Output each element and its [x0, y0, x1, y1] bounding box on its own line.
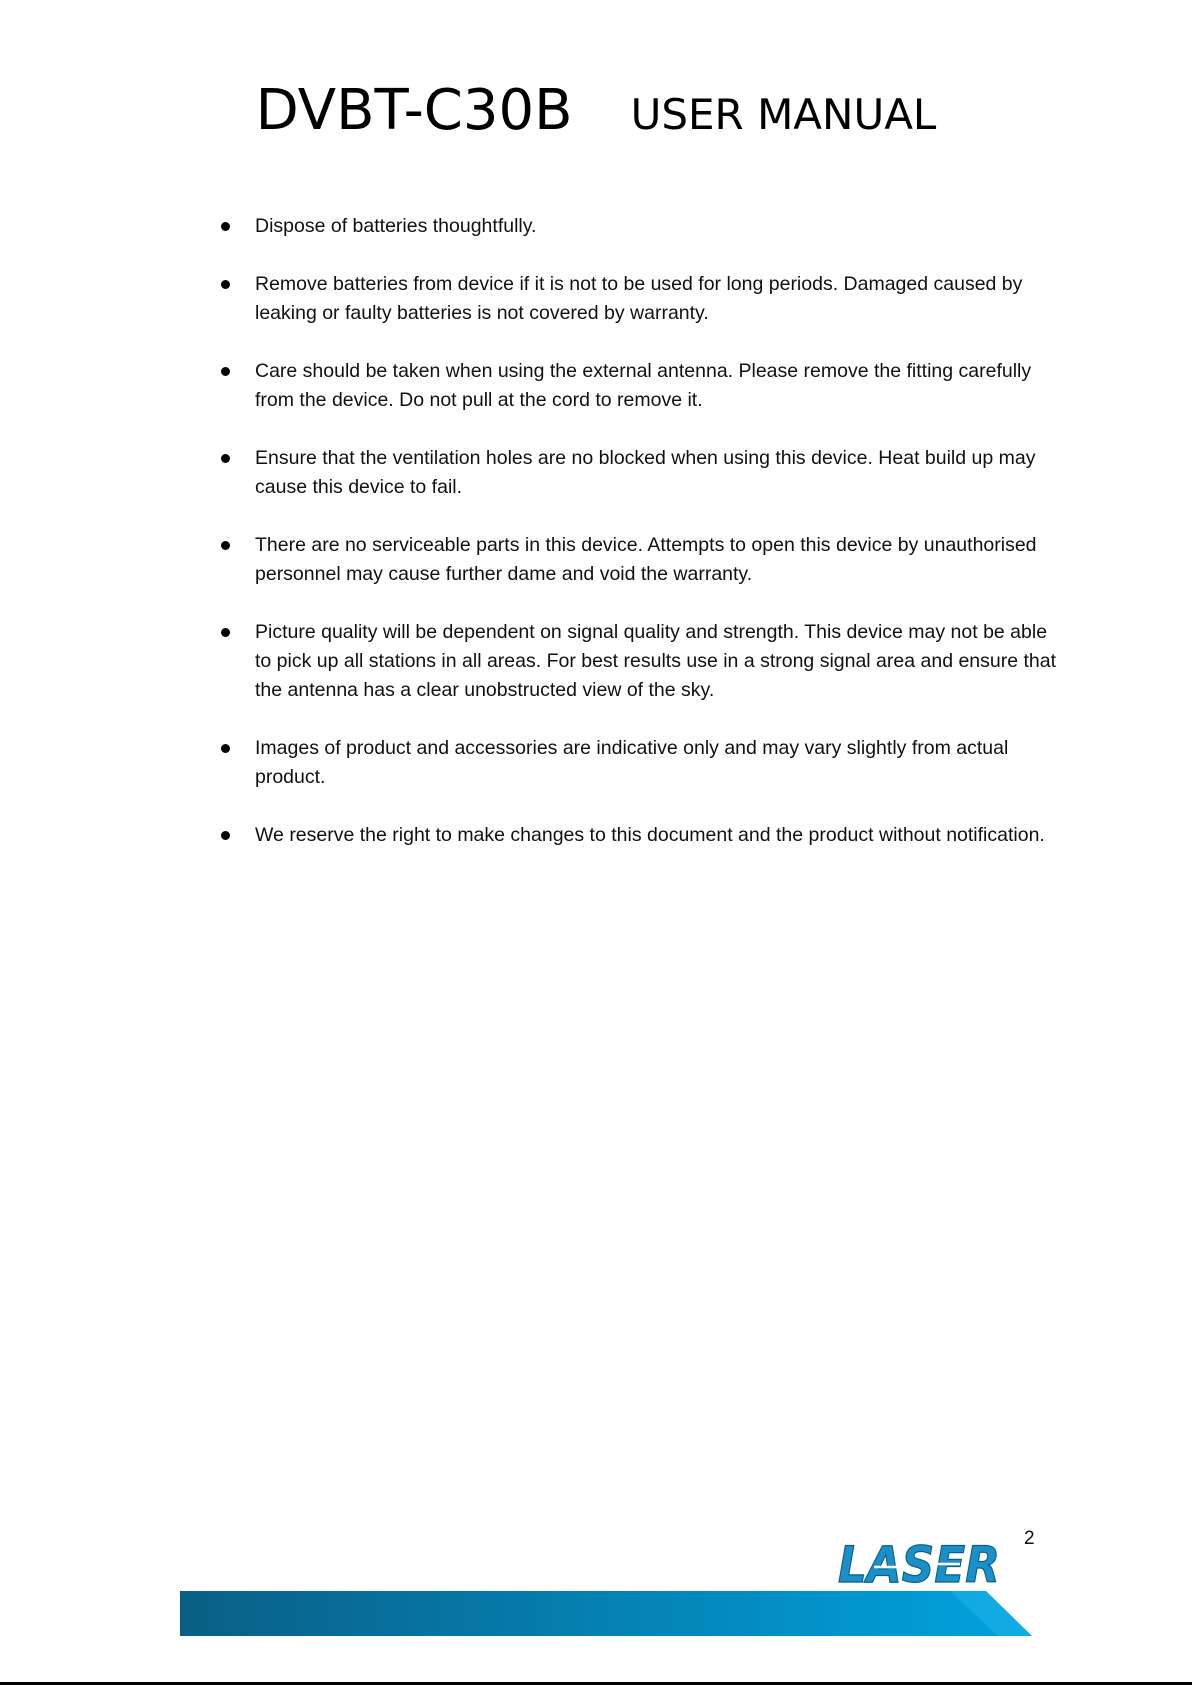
manual-title: USER MANUAL [630, 90, 937, 139]
document-header [0, 78, 1192, 143]
list-item-text: Images of product and accessories are indicative only and may vary slightly from actual product. [255, 737, 1009, 788]
list-item-text: We reserve the right to make changes to this document and the product without notification. [255, 824, 1045, 846]
list-item [219, 357, 1059, 415]
list-item [219, 618, 1059, 705]
bullet-icon [221, 280, 230, 289]
bullet-icon [221, 367, 230, 376]
logo-wordmark: LASER [838, 1538, 1000, 1588]
bullet-icon [221, 222, 230, 231]
list-item-text: Care should be taken when using the external antenna. Please remove the fitting carefully from the device. Do not pull at the cord to remove it. [255, 360, 1032, 411]
list-item-text: Ensure that the ventilation holes are no blocked when using this device. Heat build up may cause this device to fail. [255, 447, 1036, 498]
list-item [219, 734, 1059, 792]
laser-logo [836, 1538, 1006, 1588]
model-number: DVBT-C30B [255, 78, 573, 143]
list-item [219, 821, 1059, 850]
list-item [219, 270, 1059, 328]
list-item [219, 444, 1059, 502]
safety-notes-list [219, 212, 1059, 879]
bullet-icon [221, 628, 230, 637]
page-number: 2 [1024, 1528, 1035, 1549]
list-item-text: Remove batteries from device if it is not to be used for long periods. Damaged caused by leaking or faulty batteries is not covered by warranty. [255, 273, 1023, 324]
footer-gradient-band [180, 1591, 1032, 1636]
list-item [219, 212, 1059, 241]
list-item [219, 531, 1059, 589]
bullet-icon [221, 831, 230, 840]
list-item-text: There are no serviceable parts in this device. Attempts to open this device by unauthorised personnel may cause further dame and void the warranty. [255, 534, 1037, 585]
bullet-icon [221, 541, 230, 550]
list-item-text: Picture quality will be dependent on signal quality and strength. This device may not be able to pick up all stations in all areas. For best results use in a strong signal area and ensure that the antenna has a clear unobstructed view of the sky. [255, 621, 1057, 701]
bullet-icon [221, 454, 230, 463]
bullet-icon [221, 744, 230, 753]
list-item-text: Dispose of batteries thoughtfully. [255, 215, 537, 237]
